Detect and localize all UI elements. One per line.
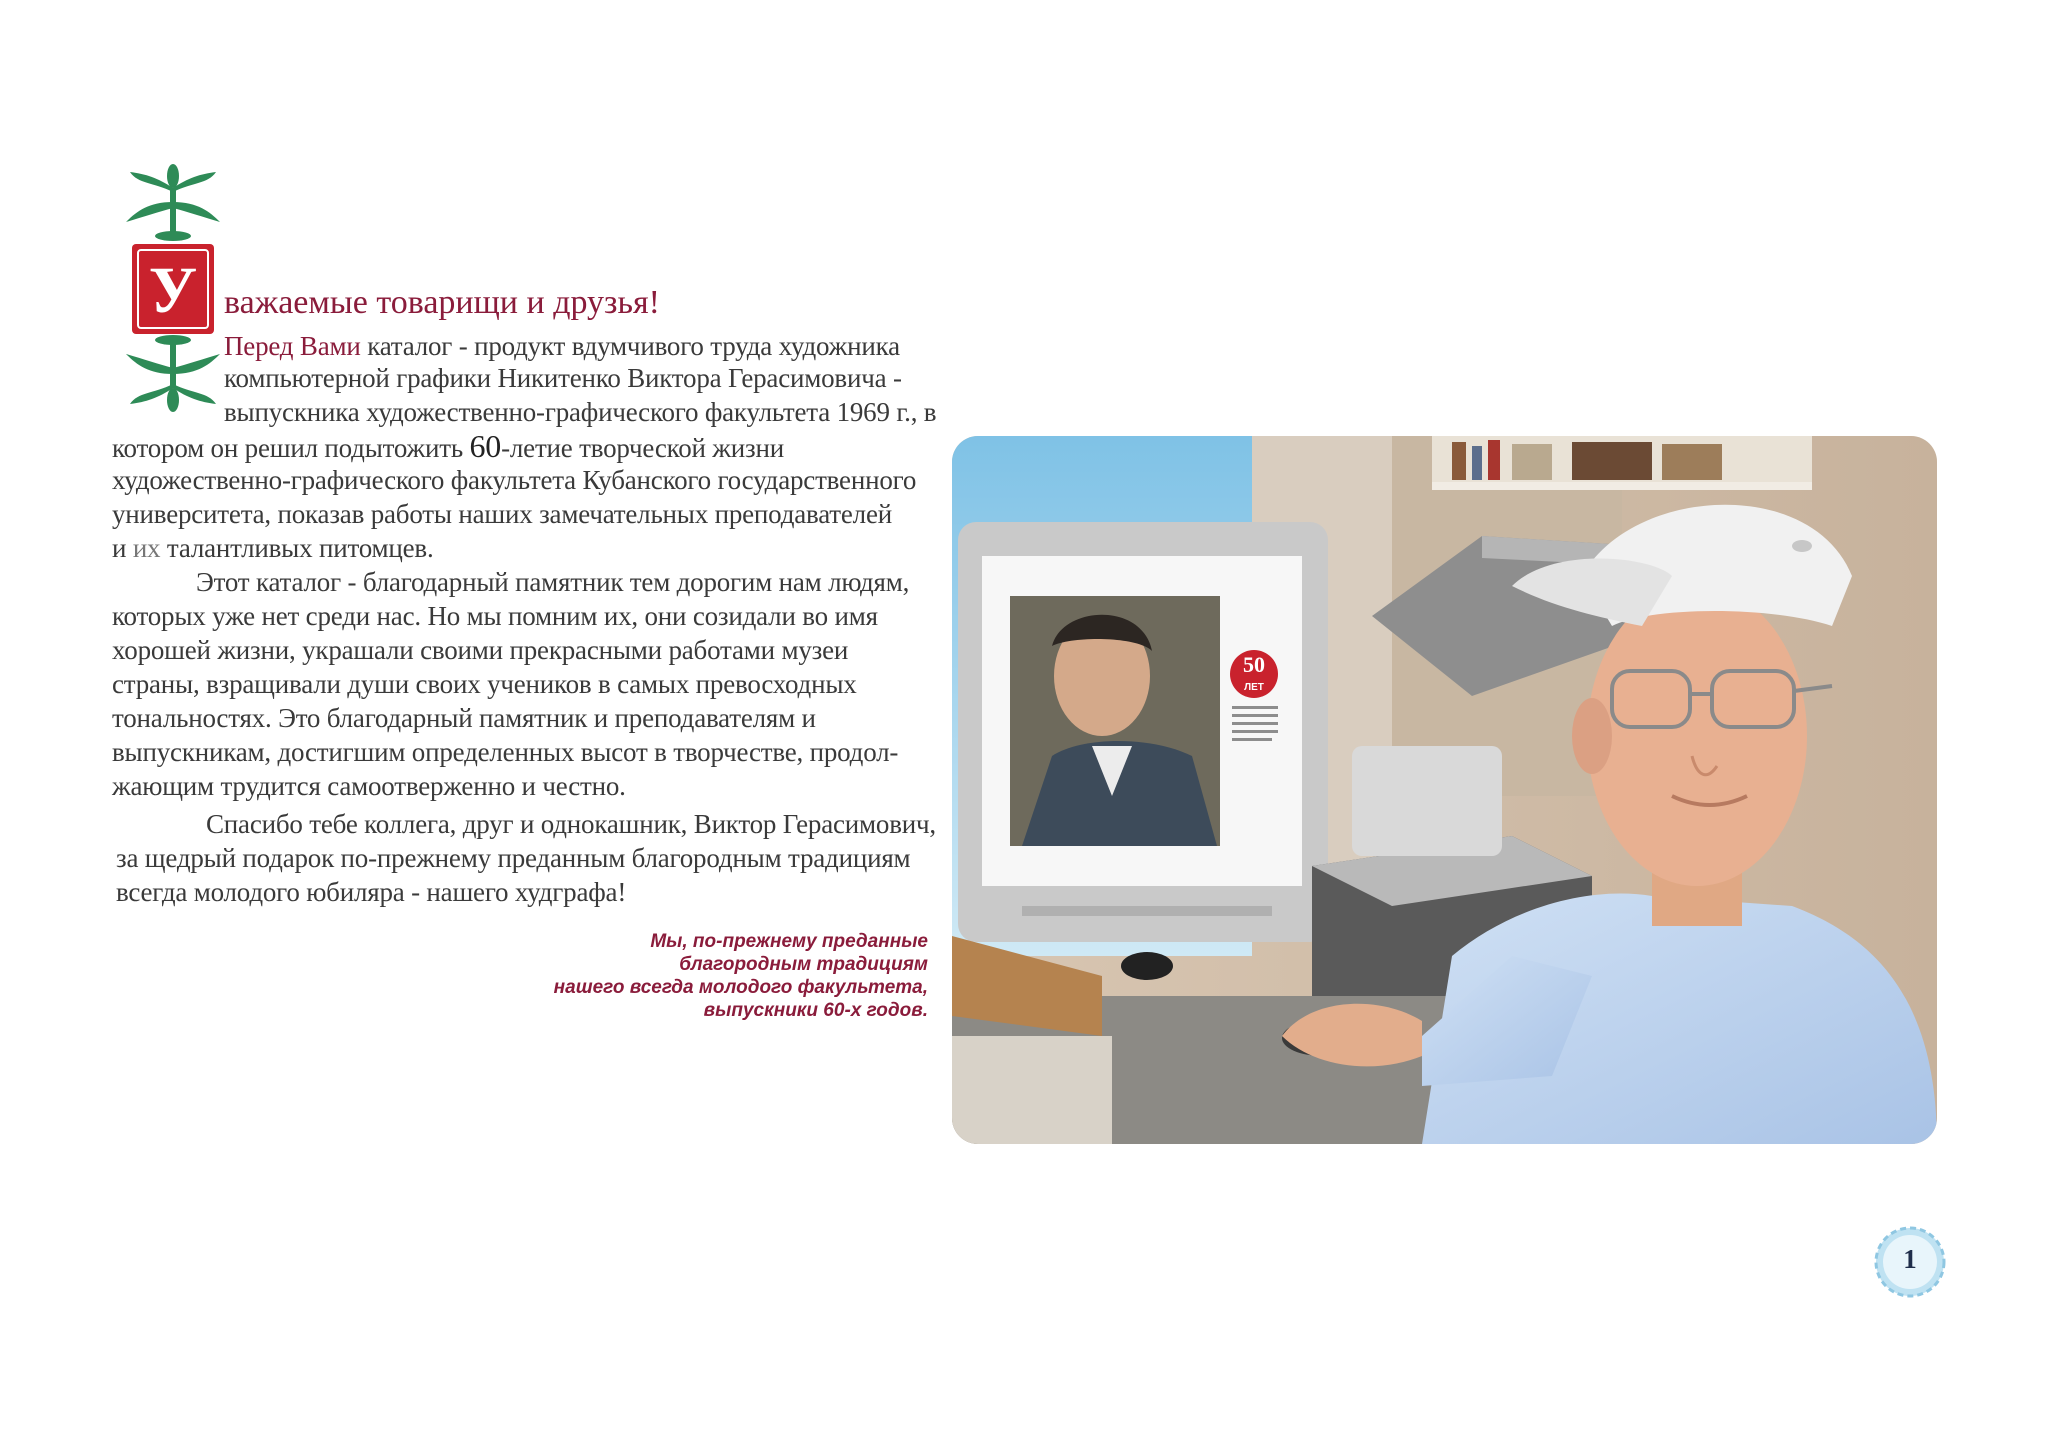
signature-line: Мы, по-прежнему преданные <box>650 931 928 952</box>
page-number: 1 <box>1903 1244 1917 1274</box>
signature-line: благородным традициям <box>679 954 928 975</box>
badge-word: ЛЕТ <box>1244 682 1264 693</box>
paragraph3-line: за щедрый подарок по-прежнему преданным благородным традициям <box>116 843 911 873</box>
paragraph2-line: которых уже нет среди нас. Но мы помним их, они созидали во имя <box>112 601 878 631</box>
artist-photo <box>952 436 1937 1144</box>
badge-number: 50 <box>1243 652 1265 677</box>
paragraph1-line2: компьютерной графики Никитенко Виктора Герасимовича - <box>224 363 902 393</box>
paragraph2-line: тональностях. Это благодарный памятник и преподавателям и <box>112 703 816 733</box>
paragraph2-line: жающим трудится самоотверженно и честно. <box>112 771 626 801</box>
dropcap-letter: У <box>148 254 198 327</box>
paragraph1-line1: Перед Вами каталог - продукт вдумчивого труда художника <box>224 331 900 361</box>
paragraph2-line: Этот каталог - благодарный памятник тем дорогим нам людям, <box>196 567 910 597</box>
signature-line: нашего всегда молодого факультета, <box>553 977 928 998</box>
signature-line: выпускники 60-х годов. <box>703 1000 928 1021</box>
paragraph1-line5: художественно-графического факультета Кубанского государственного <box>112 465 917 495</box>
paragraph3-line: Спасибо тебе коллега, друг и однокашник, Виктор Герасимович, <box>206 809 936 839</box>
paragraph3-line: всегда молодого юбиляра - нашего худграфа! <box>116 877 627 907</box>
paragraph1-line6: университета, показав работы наших замечательных преподавателей <box>112 499 892 529</box>
signature-block <box>554 930 928 1022</box>
face <box>1587 586 1807 886</box>
paragraph1-line4: котором он решил подытожить 60-летие творческой жизни <box>112 428 784 464</box>
paragraph2-line: страны, взращивали души своих учеников в самых превосходных <box>112 669 857 699</box>
paragraph2-line: хорошей жизни, украшали своими прекрасными работами музеи <box>112 635 849 665</box>
paragraph1-line3: выпускника художественно-графического факультета 1969 г., в <box>224 397 937 427</box>
paragraph2-line: выпускникам, достигшим определенных высот в творчестве, продол- <box>112 737 899 767</box>
anniversary-number: 60 <box>469 428 502 464</box>
greeting-heading: важаемые товарищи и друзья! <box>224 284 660 321</box>
paragraph1-line7: и их талантливых питомцев. <box>112 533 434 563</box>
photo-scene <box>952 436 1937 1144</box>
lead-phrase: Перед Вами <box>224 331 361 361</box>
